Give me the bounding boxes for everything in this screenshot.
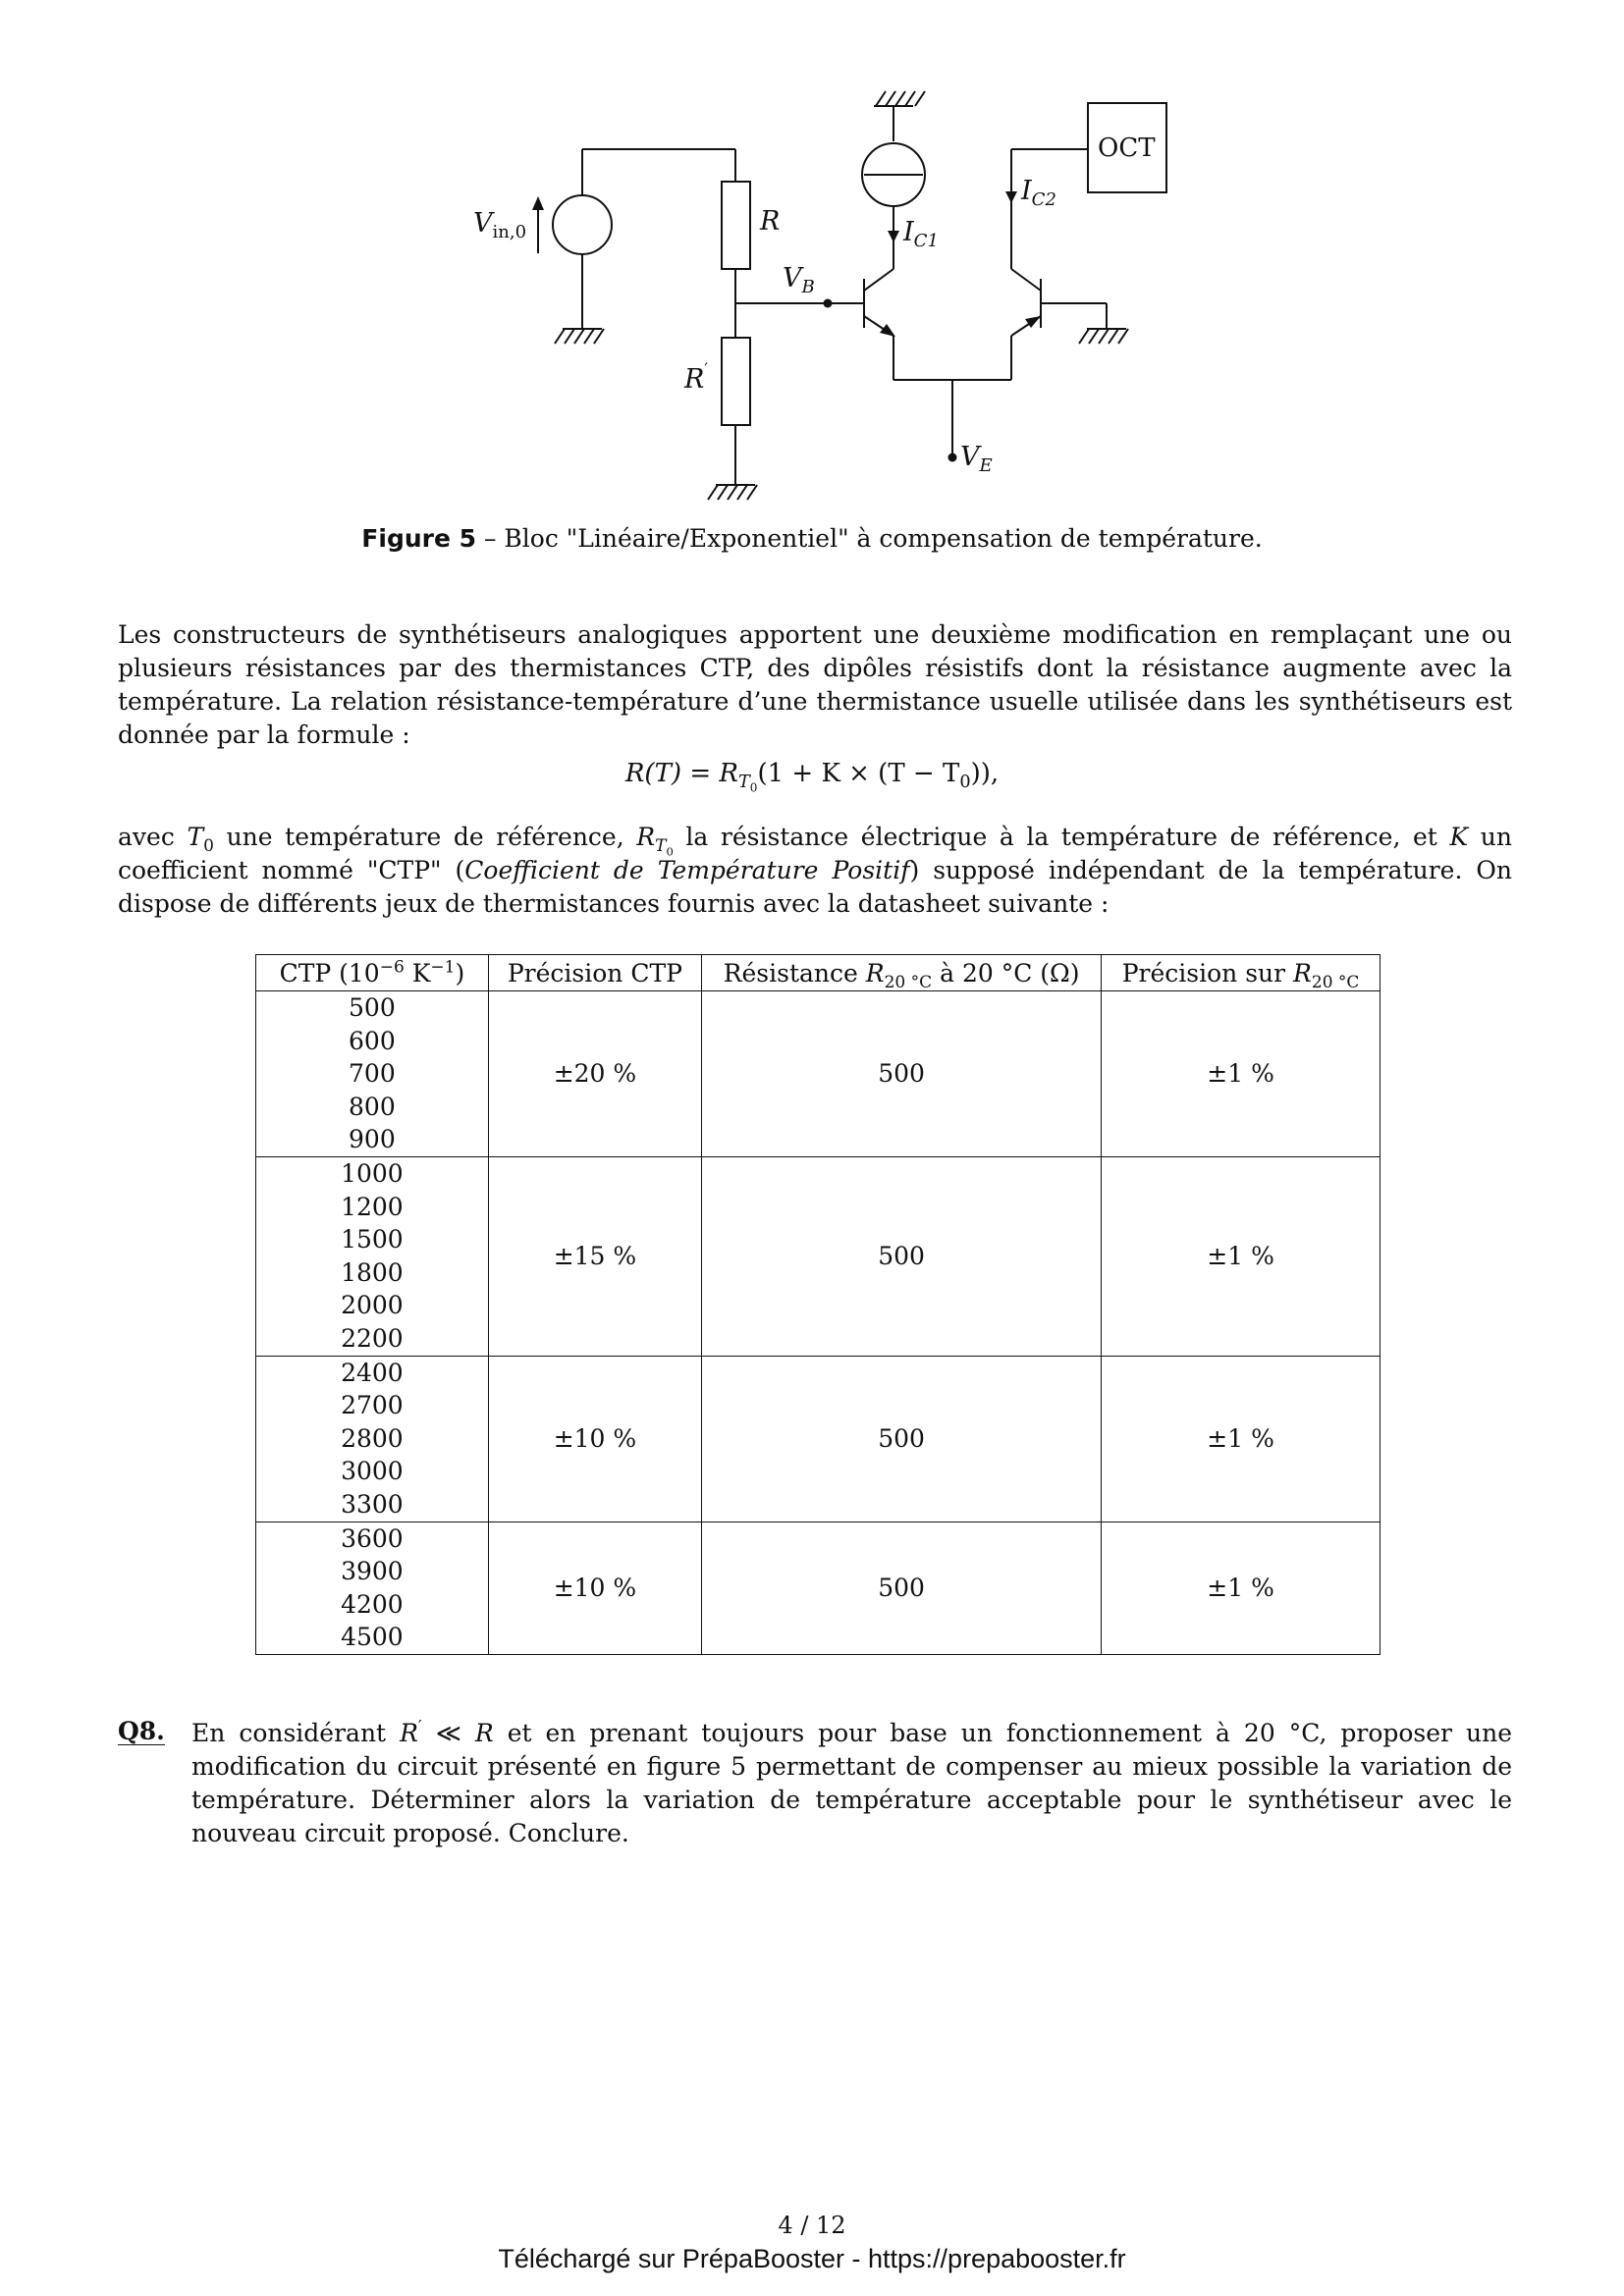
definitions-paragraph: avec $T_0$ une température de référence, $R_{T_0}$ la résistance électrique à la température de référence, et K un coefficient nommé "CTP" (Coefficient de Température Positif) supposé indépendant de la température. On dispose de différents jeux de thermistances fournis avec la datasheet suivante : [118,823,1513,918]
ctp-value: 1000 [341,1158,404,1188]
cell-precision-ctp: ±10 % [488,1522,701,1654]
ctp-value: 3300 [341,1489,404,1519]
header-precision-r: Précision sur $R_{20 ^\circ C}$ [1102,955,1380,991]
table-row [256,1156,1380,1356]
ctp-value: 2700 [341,1391,404,1420]
header-resistance: Résistance $R_{20 ^\circ C}$ à 20 °C (Ω) [702,955,1102,991]
cell-ctp-values [256,1156,489,1356]
ground-symbol-divider [708,485,757,500]
question-8-text: En considérant R′ ≪ R et en prenant toujours pour base un fonctionnement à 20 °C, proposer une modification du circuit présenté en figure 5 permettant de compenser au mieux possible la variation de température. Déterminer alors la variation de température acceptable pour le synthétiseur avec le nouveau circuit proposé. Conclure. [191,1717,1512,1847]
table-header-row [256,955,1380,991]
node-vb [824,299,833,308]
ctp-value: 1200 [341,1192,404,1221]
circuit-diagram [0,0,1624,510]
header-precision-ctp: Précision CTP [488,955,701,991]
resistor-r-prime [722,338,750,425]
page-number: 4 / 12 [778,2212,846,2239]
ctp-value: 3600 [341,1523,404,1553]
cell-resistance: 500 [702,1156,1102,1356]
ctp-value: 1500 [341,1225,404,1255]
cell-ctp-values [256,991,489,1157]
ctp-value: 4500 [341,1623,404,1652]
ground-symbol-source [555,329,604,344]
header-ctp: CTP ($10^{-6}$ $K^{-1}$) [256,955,489,991]
ctp-value: 3000 [341,1457,404,1486]
cell-resistance: 500 [702,1356,1102,1522]
label-oct: OCT [1098,133,1156,163]
ctp-value: 2000 [341,1291,404,1320]
ctp-value: 2200 [341,1323,404,1353]
ctp-value: 2800 [341,1423,404,1453]
ctp-value: 1800 [341,1257,404,1287]
label-vb: $V_B$ [783,263,815,297]
cell-resistance: 500 [702,1522,1102,1654]
voltage-source [553,195,612,254]
table-row [256,1356,1380,1522]
ctp-value: 600 [349,1026,396,1055]
ctp-value: 700 [349,1059,396,1089]
cell-ctp-values [256,1356,489,1522]
question-label: Q8. [118,1717,165,1745]
ctp-value: 2400 [341,1358,404,1387]
ctp-value: 4200 [341,1589,404,1619]
cell-precision-r: ±1 % [1102,1522,1380,1654]
figure-caption [0,524,1624,553]
cell-ctp-values [256,1522,489,1654]
intro-paragraph: Les constructeurs de synthétiseurs analogiques apportent une deuxième modification en remplaçant une ou plusieurs résistances par des thermistances CTP, des dipôles résistifs dont la résistance augmente avec la température. La relation résistance-température d’une thermistance usuelle utilisée dans les synthétiseurs est donnée par la formule : [118,620,1512,749]
ctp-value: 3900 [341,1557,404,1586]
cell-precision-r: ±1 % [1102,1156,1380,1356]
ctp-value: 800 [349,1092,396,1121]
figure-number: Figure 5 [361,524,477,553]
label-ic1: $I_{C1}$ [903,217,939,251]
cell-precision-ctp: ±10 % [488,1356,701,1522]
ctp-value: 500 [349,993,396,1022]
label-r: R [760,206,781,237]
ctp-value: 900 [349,1125,396,1154]
cell-precision-ctp: ±20 % [488,991,701,1157]
label-r-prime: R′ [684,359,708,395]
label-vin: $V_{in,0}$ [473,208,527,242]
ground-symbol-top [874,91,925,106]
label-ic2: $I_{C2}$ [1021,176,1056,210]
table-row [256,991,1380,1157]
ground-symbol-transistor-2 [1079,329,1128,344]
datasheet-table [255,954,1380,1655]
cell-precision-r: ±1 % [1102,1356,1380,1522]
cell-precision-ctp: ±15 % [488,1156,701,1356]
cell-precision-r: ±1 % [1102,991,1380,1157]
label-ve: $V_E$ [960,442,993,476]
thermistance-formula: $R(T) = R_{T_0}(1 + K \times (T - T_0))$, [624,759,1000,795]
cell-resistance: 500 [702,991,1102,1157]
node-ve [948,454,957,462]
download-footer: Téléchargé sur PrépaBooster - https://prepabooster.fr [498,2244,1126,2273]
resistor-r [722,182,750,269]
figure-caption-text: – Bloc "Linéaire/Exponentiel" à compensation de température. [476,524,1263,553]
table-row [256,1522,1380,1654]
